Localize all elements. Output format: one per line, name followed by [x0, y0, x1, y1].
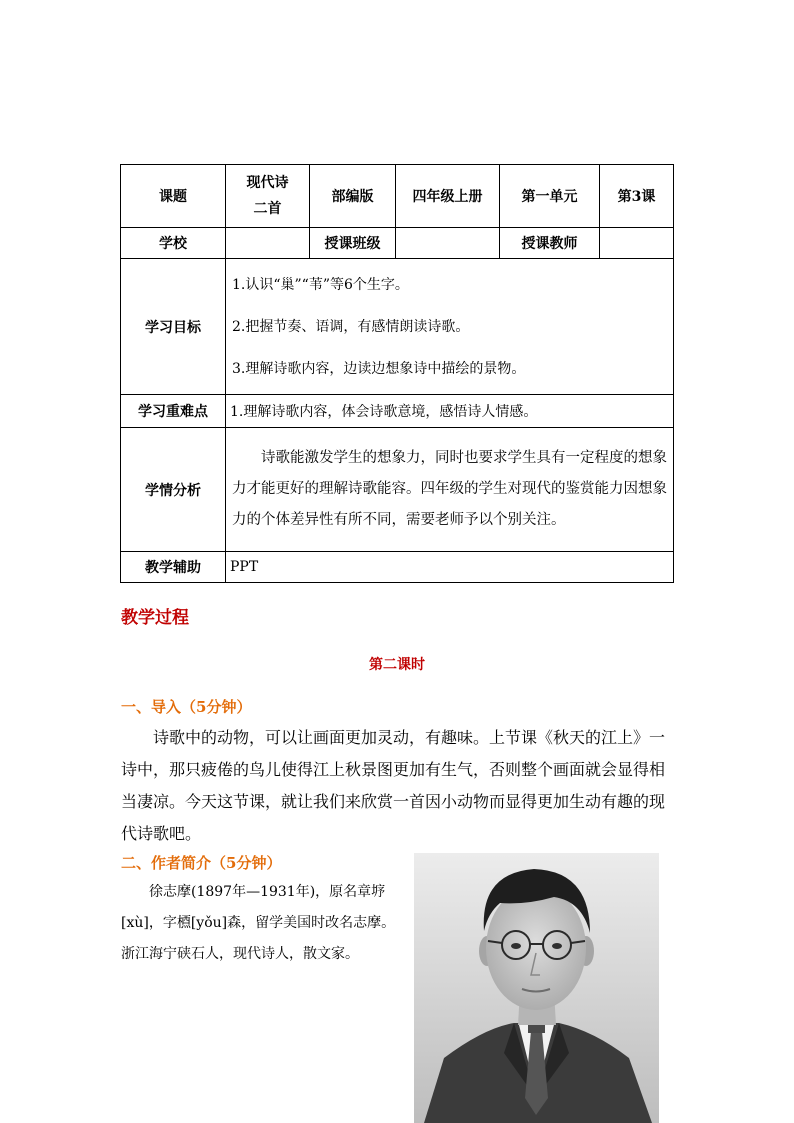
key-points-value: 1.理解诗歌内容，体会诗歌意境，感悟诗人情感。 — [226, 395, 674, 428]
table-row — [121, 259, 674, 395]
author-portrait — [414, 853, 659, 1123]
section-author-heading: 二、作者简介（5分钟） — [121, 854, 282, 872]
topic-value-line2: 二首 — [253, 201, 282, 217]
section-intro-heading: 一、导入（5分钟） — [121, 698, 252, 716]
goals-cell — [226, 259, 674, 395]
teaching-process-title: 教学过程 — [121, 608, 189, 628]
goal-item: 1.认识“巢”“苇”等6个生字。 — [232, 276, 409, 293]
goals-label: 学习目标 — [121, 259, 226, 395]
analysis-cell — [226, 428, 674, 552]
table-row — [121, 165, 674, 228]
table-row — [121, 552, 674, 583]
edition-cell: 部编版 — [310, 165, 396, 228]
topic-value-line1: 现代诗 — [246, 175, 289, 191]
class-label: 授课班级 — [310, 228, 396, 259]
lesson-number-cell: 第3课 — [600, 165, 674, 228]
portrait-illustration — [414, 853, 659, 1123]
key-points-label: 学习重难点 — [121, 395, 226, 428]
teacher-value[interactable] — [600, 228, 674, 259]
goal-item: 3.理解诗歌内容，边读边想象诗中描绘的景物。 — [232, 360, 526, 377]
aids-value: PPT — [226, 552, 674, 583]
topic-label: 课题 — [121, 165, 226, 228]
table-row — [121, 428, 674, 552]
section-intro-text: 诗歌中的动物，可以让画面更加灵动，有趣味。上节课《秋天的江上》一诗中，那只疲倦的鸟儿使得江上秋景图更加有生气，否则整个画面就会显得相当凄凉。今天这节课，就让我们来欣赏一首因小动物而显得更加生动有趣的现代诗歌吧。 — [121, 728, 666, 843]
lesson-info-table — [120, 164, 674, 583]
table-row — [121, 395, 674, 428]
grade-cell: 四年级上册 — [396, 165, 500, 228]
school-value[interactable] — [226, 228, 310, 259]
author-bio-text: 徐志摩(1897年—1931年)，原名章垿[xù]，字槱[yǒu]森，留学美国时改名志摩。浙江海宁硖石人，现代诗人，散文家。 — [121, 884, 396, 962]
topic-value — [226, 165, 310, 228]
class-value[interactable] — [396, 228, 500, 259]
unit-cell: 第一单元 — [500, 165, 600, 228]
teacher-label: 授课教师 — [500, 228, 600, 259]
analysis-label: 学情分析 — [121, 428, 226, 552]
goal-item: 2.把握节奏、语调，有感情朗读诗歌。 — [232, 318, 470, 335]
analysis-text: 诗歌能激发学生的想象力，同时也要求学生具有一定程度的想象力才能更好的理解诗歌能容。四年级的学生对现代的鉴赏能力因想象力的个体差异性有所不同，需要老师予以个别关注。 — [232, 450, 667, 528]
school-label: 学校 — [121, 228, 226, 259]
aids-label: 教学辅助 — [121, 552, 226, 583]
table-row — [121, 228, 674, 259]
lesson-period-title: 第二课时 — [369, 657, 425, 673]
